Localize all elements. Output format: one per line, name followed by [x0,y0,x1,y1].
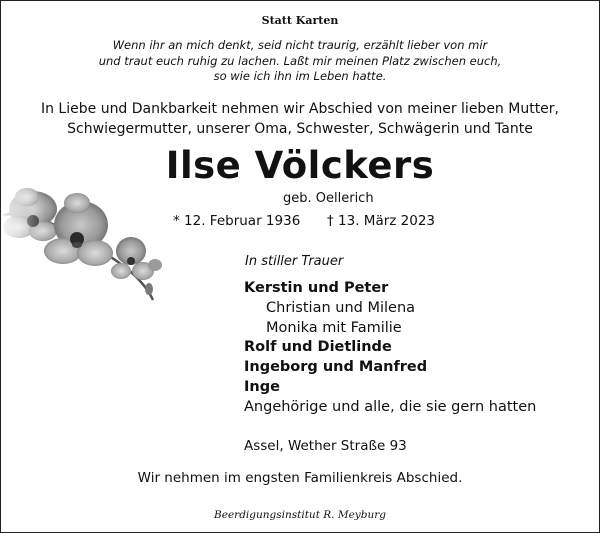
mourner: Ingeborg und Manfred [244,359,428,376]
header-title: Statt Karten [261,14,339,27]
mourner: Angehörige und alle, die sie gern hatten [244,398,537,415]
mourners-list [244,279,536,418]
poem-line: und traut euch ruhig zu lachen. Laßt mir meinen Platz zwischen euch, [98,53,502,68]
poem [1,38,599,85]
mourning-label: In stiller Trauer [245,254,344,269]
poem-line: Wenn ihr an mich denkt, seid nicht traurig, erzählt lieber von mir [112,38,488,52]
maiden-name: geb. Oellerich [283,191,374,206]
mourner: Monika mit Familie [266,319,402,336]
birth-date: * 12. Februar 1936 [173,213,301,229]
orchid-image [3,179,173,301]
poem-line: so wie ich ihn im Leben hatte. [213,69,387,83]
intro-line: In Liebe und Dankbarkeit nehmen wir Abschied von meiner lieben Mutter, [40,101,560,117]
mourner: Christian und Milena [266,299,416,316]
mourner: Inge [244,378,280,395]
address: Assel, Wether Straße 93 [244,438,407,454]
intro-text [1,99,599,139]
intro-line: Schwiegermutter, unserer Oma, Schwester, Schwägerin und Tante [67,121,533,137]
funeral-home: Beerdigungsinstitut R. Meyburg [214,509,386,521]
mourner: Kerstin und Peter [244,280,389,296]
deceased-name: Ilse Völckers [165,144,435,187]
mourner: Rolf und Dietlinde [244,339,392,356]
death-date: † 13. März 2023 [327,213,436,229]
closing-text: Wir nehmen im engsten Familienkreis Abschied. [137,470,463,486]
